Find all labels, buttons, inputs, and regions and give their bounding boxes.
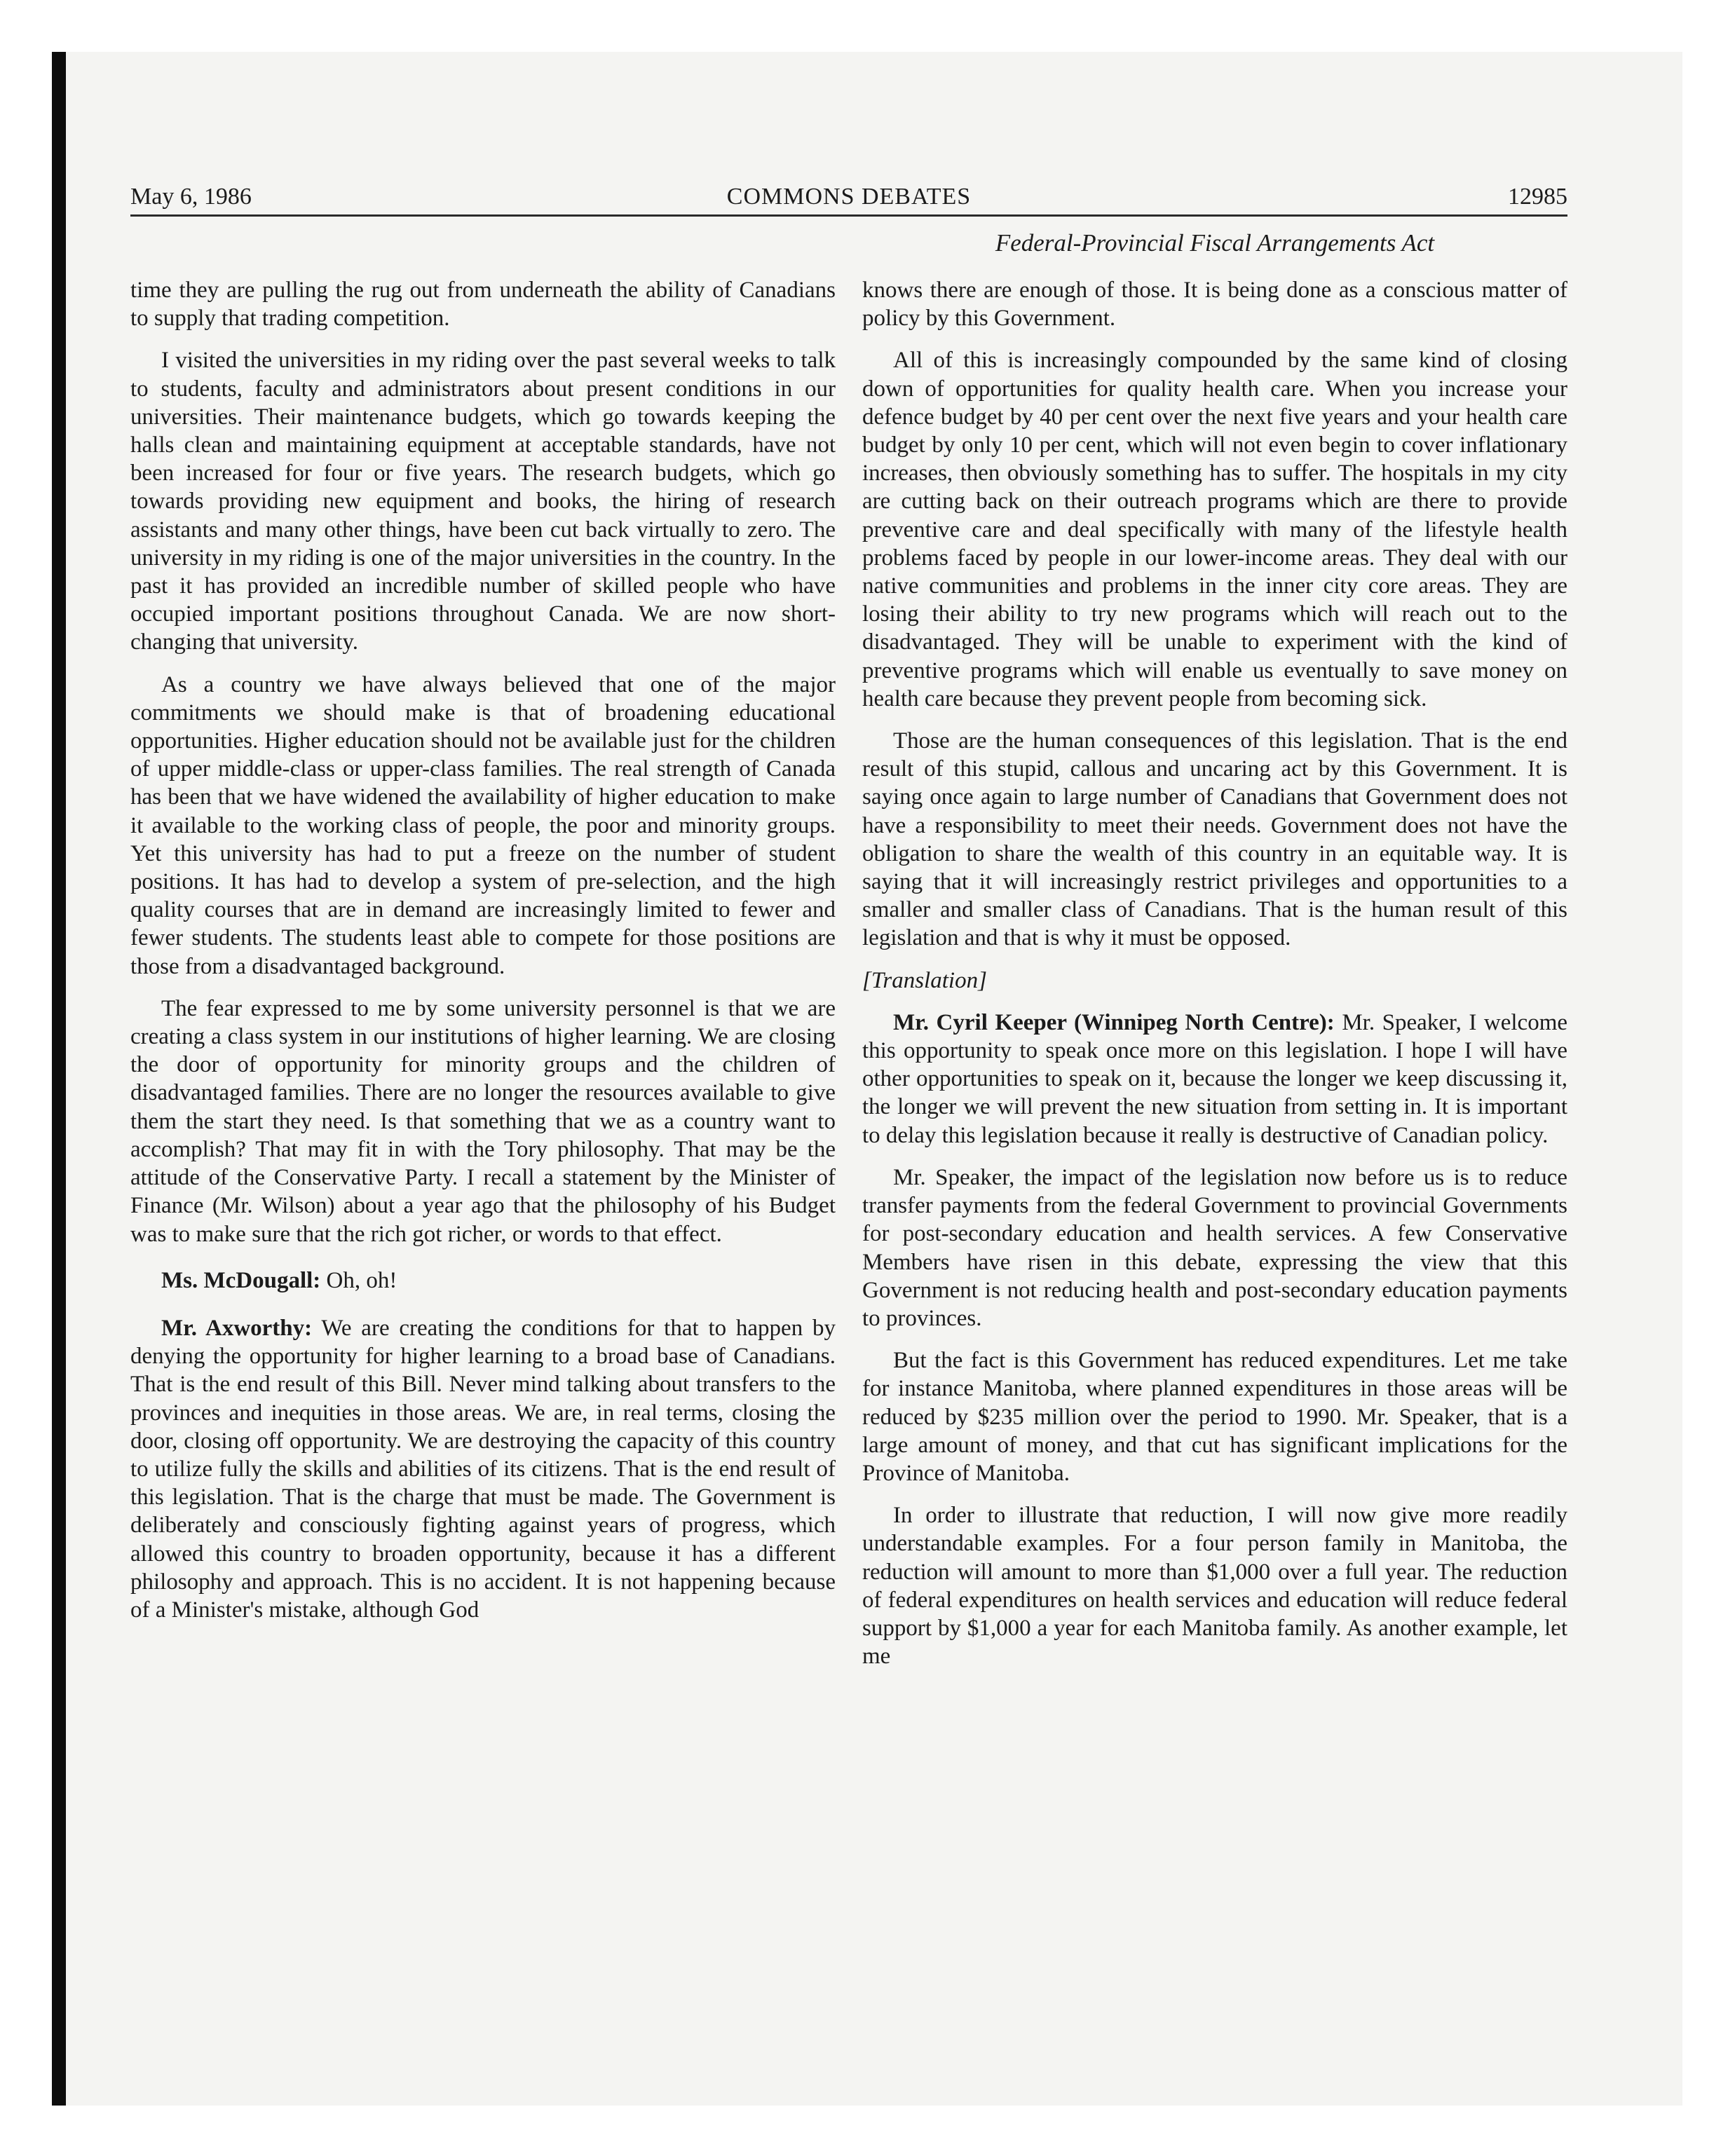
right-column bbox=[862, 276, 1567, 1684]
paragraph: I visited the universities in my riding over the past several weeks to talk to students, faculty and administrators about present conditions in our universities. Their maintenance budgets, which go towards keeping the halls clean and maintaining equipment at acceptable standards, have not been increased for four or five years. The research budgets, which go towards providing new equipment and books, the hiring of research assistants and many other things, have been cut back virtually to zero. The university in my riding is one of the major universities in the country. In the past it has provided an incredible number of skilled people who have occupied important positions throughout Canada. We are now short-changing that university. bbox=[130, 348, 836, 655]
paragraph: All of this is increasingly compounded by the same kind of closing down of opportunities for quality health care. When you increase your defence budget by 40 per cent over the next five years and your health care budget by only 10 per cent, which will not even begin to cover inflationary increases, then obviously something has to suffer. The hospitals in my city are cutting back on their outreach programs which are there to provide preventive care and deal specifically with many of the lifestyle health problems faced by people in our lower-income areas. They deal with our native communities and problems in the inner city core areas. They are losing their ability to try new programs which will reach out to the disadvantaged. They will be unable to experiment with the kind of preventive programs which will enable us eventually to save money on health care because they prevent people from becoming sick. bbox=[862, 348, 1567, 711]
speech-paragraph bbox=[862, 1009, 1567, 1149]
speaker-name: Mr. Cyril Keeper (Winnipeg North Centre): bbox=[893, 1009, 1335, 1035]
header-page-number: 12985 bbox=[1508, 184, 1567, 210]
header-journal-title: COMMONS DEBATES bbox=[726, 184, 972, 210]
paragraph: knows there are enough of those. It is being done as a conscious matter of policy by this Government. bbox=[862, 278, 1567, 332]
translation-note: [Translation] bbox=[862, 967, 987, 993]
running-head bbox=[130, 179, 1567, 217]
paragraph: The fear expressed to me by some university personnel is that we are creating a class system in our institutions of higher learning. We are closing the door of opportunity for minority groups and the children of disadvantaged families. There are no longer the resources available to give them the start they need. Is that something that we as a country want to accomplish? That may fit in with the Tory philosophy. That may be the attitude of the Conservative Party. I recall a statement by the Minister of Finance (Mr. Wilson) about a year ago that the philosophy of his Budget was to make sure that the rich got richer, or words to that effect. bbox=[130, 995, 836, 1247]
paragraph: Those are the human consequences of this legislation. That is the end result of this stupid, callous and uncaring act by this Government. It is saying once again to large number of Canadians that Government does not have a responsibility to meet their needs. Government does not have the obligation to share the wealth of this country in an equitable way. It is saying that it will increasingly restrict privileges and opportunities to a smaller and smaller class of Canadians. That is the human result of this legislation and that is why it must be opposed. bbox=[862, 728, 1567, 951]
speech-text: We are creating the conditions for that to happen by denying the opportunity for higher learning to a broad base of Canadians. That is the end result of this Bill. Never mind talking about transfers to the provinces and inequities in those areas. We are, in real terms, closing the door, closing off opportunity. We are destroying the capacity of this country to utilize fully the skills and abilities of its citizens. That is the end result of this legislation. That is the charge that must be made. The Government is deliberately and consciously fighting against years of progress, which allowed this country to broaden opportunity, because it has a different philosophy and approach. This is no accident. It is not happening because of a Minister's mistake, although God bbox=[130, 1315, 836, 1623]
paragraph: In order to illustrate that reduction, I will now give more readily understandable examples. For a four person family in Manitoba, the reduction will amount to more than $1,000 over a full year. The reduction of federal expenditures on health services and education will reduce federal support by $1,000 a year for each Manitoba family. As another example, let me bbox=[862, 1503, 1567, 1670]
paragraph: As a country we have always believed that one of the major commitments we should make is that of broadening educational opportunities. Higher education should not be available just for the children of upper middle-class or upper-class families. The real strength of Canada has been that we have widened the availability of higher education to make it available to the working class of people, the poor and minority groups. Yet this university has had to put a freeze on the number of student positions. It has had to develop a system of pre-selection, and the high quality courses that are in demand are increasingly limited to fewer and fewer students. The students least able to compete for those positions are those from a disadvantaged background. bbox=[130, 671, 836, 979]
speech-text: Oh, oh! bbox=[326, 1267, 397, 1293]
speaker-name: Ms. McDougall: bbox=[161, 1267, 321, 1293]
scan-border bbox=[52, 52, 66, 2106]
paragraph: time they are pulling the rug out from underneath the ability of Canadians to supply that trading competition. bbox=[130, 278, 836, 332]
speech-text: Mr. Speaker, I welcome this opportunity to speak once more on this legislation. I hope I will have other opportunities to speak on it, because the longer we keep discussing it, the longer we will prevent the new situation from setting in. It is important to delay this legislation because it really is destructive of Canadian policy. bbox=[862, 1009, 1568, 1148]
header-date: May 6, 1986 bbox=[130, 184, 252, 210]
interjection bbox=[130, 1267, 836, 1295]
speaker-name: Mr. Axworthy: bbox=[161, 1315, 313, 1341]
paragraph: Mr. Speaker, the impact of the legislation now before us is to reduce transfer payments from the federal Government to provincial Governments for post-secondary education and health services. A few Conservative Members have risen in this debate, expressing the view that this Government is not reducing health and post-secondary education payments to provinces. bbox=[862, 1164, 1567, 1331]
section-title: Federal-Provincial Fiscal Arrangements Act bbox=[995, 229, 1435, 257]
paragraph: But the fact is this Government has reduced expenditures. Let me take for instance Manitoba, where planned expenditures in those areas will be reduced by $235 million over the period to 1990. Mr. Speaker, that is a large amount of money, and that cut has significant implications for the Province of Manitoba. bbox=[862, 1348, 1567, 1486]
left-column bbox=[130, 276, 836, 1638]
speech-paragraph bbox=[130, 1314, 836, 1624]
